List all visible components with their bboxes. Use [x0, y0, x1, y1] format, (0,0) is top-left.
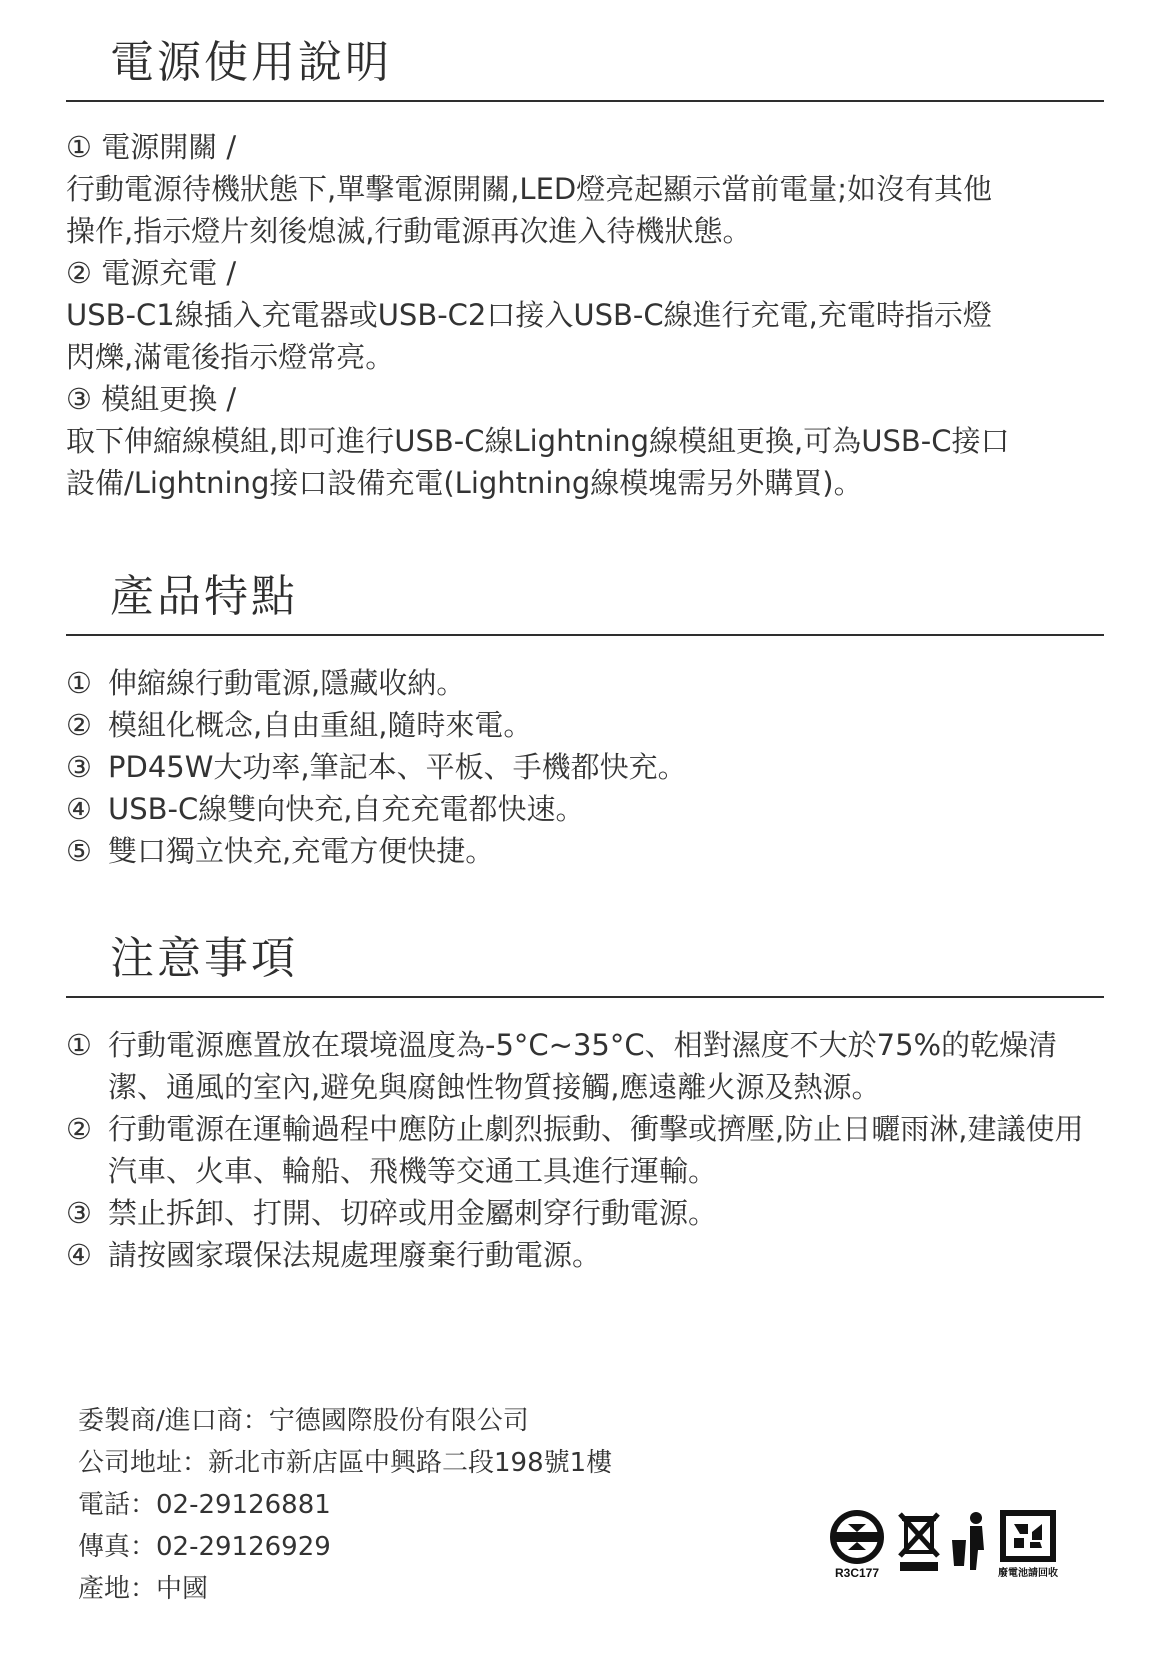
item-number: ⑤: [66, 834, 92, 868]
footer-line: 委製商/進口商：宁德國際股份有限公司: [78, 1406, 529, 1436]
usage-title: 電源使用說明: [110, 37, 392, 88]
notes-divider: [66, 996, 1104, 998]
item-text: 雙口獨立快充,充電方便快捷。: [108, 834, 495, 868]
item-text: 行動電源應置放在環境溫度為-5°C~35°C、相對濕度不大於75%的乾燥清潔、通風的室內,避免與腐蝕性物質接觸,應遠離火源及熱源。: [108, 1028, 1058, 1104]
battery-recycle-mark: [998, 1510, 1058, 1579]
features-list: [66, 662, 1104, 872]
item-number: ①: [66, 1028, 92, 1062]
company-info: [78, 1400, 612, 1610]
features-divider: [66, 634, 1104, 636]
crossed-bin-icon: [896, 1510, 942, 1574]
notes-section: [66, 928, 1104, 1276]
item-text: PD45W大功率,筆記本、平板、手機都快充。: [108, 750, 687, 784]
usage-line: ② 電源充電 /: [66, 256, 237, 290]
item-text: 伸縮線行動電源,隱藏收納。: [108, 666, 466, 700]
bsmi-icon: [826, 1510, 888, 1564]
footer-line: 公司地址：新北市新店區中興路二段198號1樓: [78, 1448, 613, 1478]
footer-line: 產地：中國: [78, 1574, 209, 1604]
item-number: ②: [66, 1112, 92, 1146]
item-number: ③: [66, 750, 92, 784]
usage-section: [66, 32, 1104, 504]
footer-line: 傳真：02-29126929: [78, 1532, 331, 1562]
recycle-icon: [1000, 1510, 1056, 1562]
notes-title: 注意事項: [110, 933, 298, 984]
item-number: ②: [66, 708, 92, 742]
usage-line: 操作,指示燈片刻後熄滅,行動電源再次進入待機狀態。: [66, 214, 752, 248]
usage-line: 閃爍,滿電後指示燈常亮。: [66, 340, 395, 374]
list-item: [66, 1024, 1104, 1108]
item-text: USB-C線雙向快充,自充充電都快速。: [108, 792, 585, 826]
list-item: [66, 788, 1104, 830]
list-item: [66, 662, 1104, 704]
usage-body: [66, 126, 1104, 504]
usage-line: 行動電源待機狀態下,單擊電源開關,LED燈亮起顯示當前電量;如沒有其他: [66, 172, 993, 206]
item-number: ④: [66, 792, 92, 826]
list-item: [66, 1192, 1104, 1234]
notes-list: [66, 1024, 1104, 1276]
weee-mark: [896, 1510, 942, 1574]
list-item: [66, 1108, 1104, 1192]
tidyman-icon: [950, 1510, 990, 1574]
usage-line: 設備/Lightning接口設備充電(Lightning線模塊需另外購買)。: [66, 466, 863, 500]
bsmi-code: R3C177: [834, 1566, 880, 1580]
recycle-caption: 廢電池請回收: [998, 1568, 1058, 1579]
certification-logos: [826, 1510, 1058, 1580]
item-number: ③: [66, 1196, 92, 1230]
usage-line: 取下伸縮線模組,即可進行USB-C線Lightning線模組更換,可為USB-C接口: [66, 424, 1010, 458]
item-text: 請按國家環保法規處理廢棄行動電源。: [108, 1238, 602, 1272]
item-text: 模組化概念,自由重組,隨時來電。: [108, 708, 533, 742]
item-number: ①: [66, 666, 92, 700]
list-item: [66, 746, 1104, 788]
list-item: [66, 704, 1104, 746]
tidyman-mark: [950, 1510, 990, 1574]
footer-line: 電話：02-29126881: [78, 1490, 331, 1520]
features-section: [66, 566, 1104, 872]
usage-divider: [66, 100, 1104, 102]
list-item: [66, 1234, 1104, 1276]
item-text: 禁止拆卸、打開、切碎或用金屬刺穿行動電源。: [108, 1196, 718, 1230]
usage-line: USB-C1線插入充電器或USB-C2口接入USB-C線進行充電,充電時指示燈: [66, 298, 992, 332]
item-text: 行動電源在運輸過程中應防止劇烈振動、衝擊或擠壓,防止日曬雨淋,建議使用汽車、火車、輪船、飛機等交通工具進行運輸。: [108, 1112, 1084, 1188]
features-title: 產品特點: [110, 571, 298, 622]
item-number: ④: [66, 1238, 92, 1272]
list-item: [66, 830, 1104, 872]
usage-line: ③ 模組更換 /: [66, 382, 237, 416]
bsmi-mark: [826, 1510, 888, 1580]
usage-line: ① 電源開關 /: [66, 130, 237, 164]
